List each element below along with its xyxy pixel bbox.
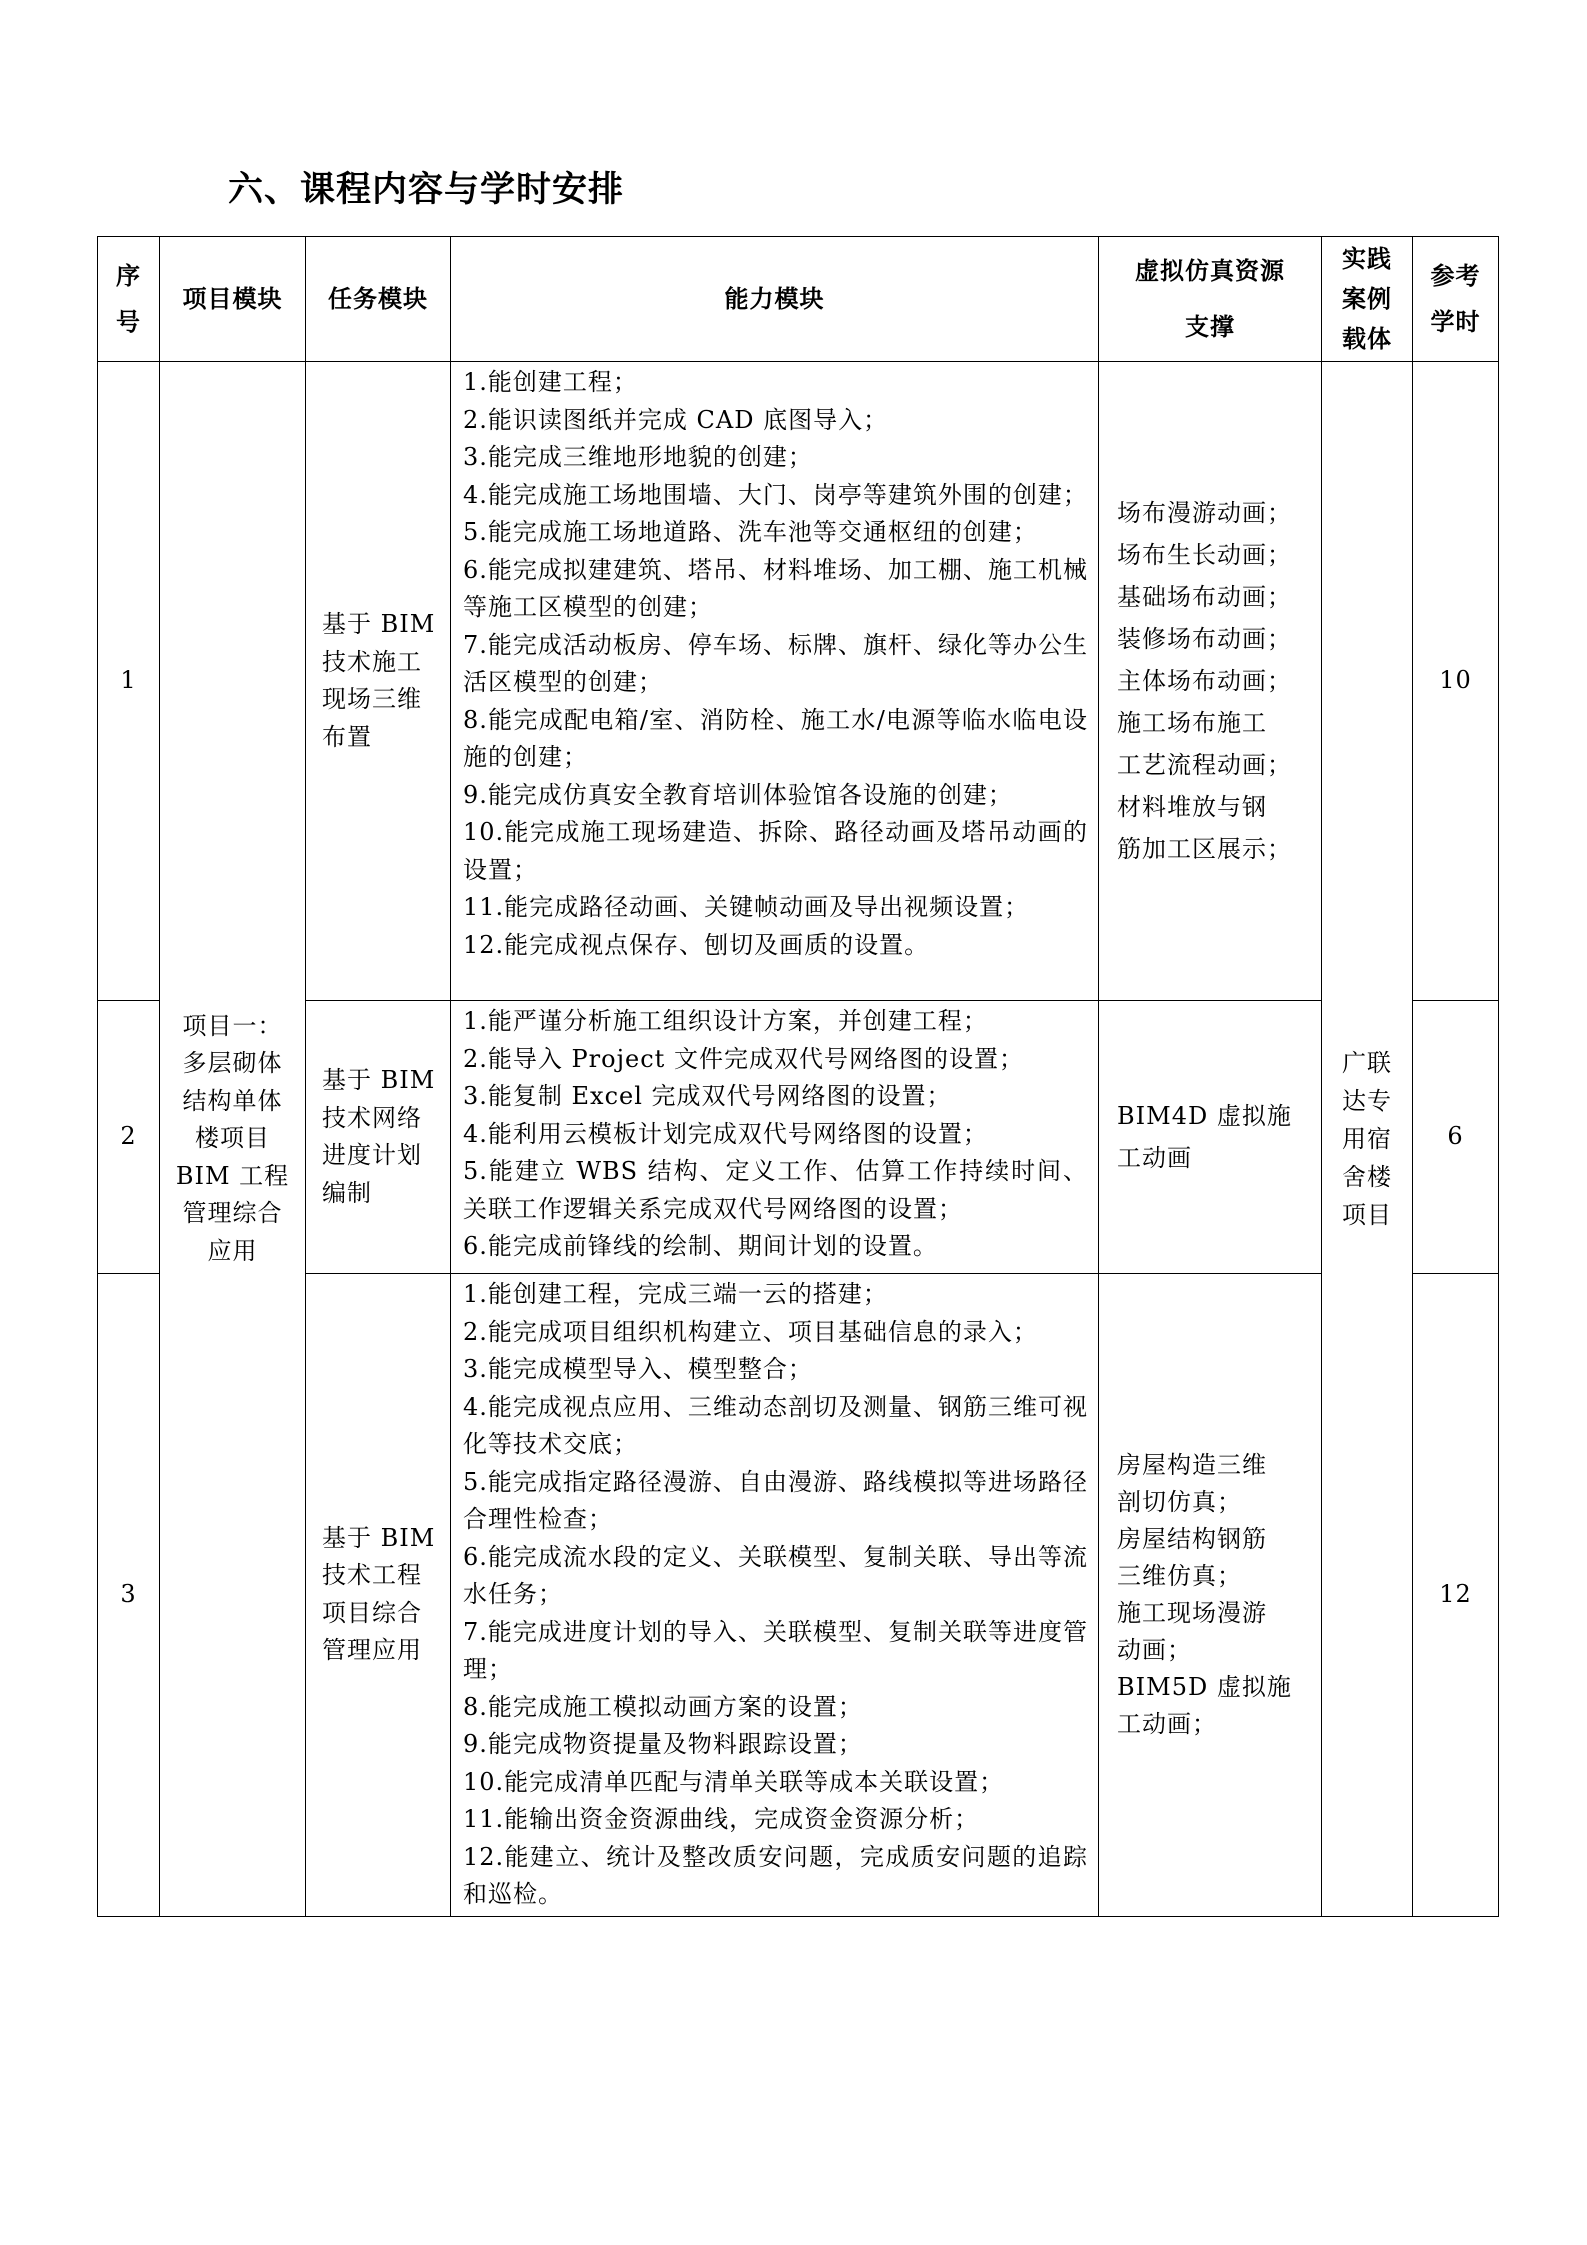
list-item: 12.能完成视点保存、刨切及画质的设置。 (463, 930, 930, 959)
list-item: 2.能识读图纸并完成 CAD 底图导入； (463, 405, 889, 434)
project-module-cell: 项目一： 多层砌体 结构单体 楼项目 BIM 工程 管理综合 应用 (160, 362, 306, 1917)
list-item: 3.能完成模型导入、模型整合； (463, 1355, 813, 1383)
row-hours: 12 (1413, 1274, 1499, 1917)
list-item: 6.能完成流水段的定义、关联模型、复制关联、导出等流水任务； (463, 1542, 1088, 1608)
list-item: 8.能完成施工模拟动画方案的设置； (463, 1692, 863, 1721)
list-item: 11.能完成路径动画、关键帧动画及导出视频设置； (463, 893, 1030, 921)
table-header-row (98, 237, 1499, 362)
list-item: 1.能严谨分析施工组织设计方案，并创建工程； (463, 1007, 988, 1035)
list-item: 12.能建立、统计及整改质安问题，完成质安问题的追踪和巡检。 (463, 1842, 1088, 1908)
ability-list (451, 1001, 1099, 1274)
header-virtual-resources: 虚拟仿真资源 支撑 (1099, 237, 1322, 362)
row-seq: 2 (98, 1001, 160, 1274)
list-item: 4.能利用云模板计划完成双代号网络图的设置； (463, 1119, 988, 1148)
row-seq: 3 (98, 1274, 160, 1917)
list-item: 1.能创建工程； (463, 368, 638, 396)
list-item: 11.能输出资金资源曲线，完成资金资源分析； (463, 1805, 980, 1833)
list-item: 3.能完成三维地形地貌的创建； (463, 443, 813, 471)
list-item: 2.能导入 Project 文件完成双代号网络图的设置； (463, 1044, 1024, 1073)
virtual-resources-cell: 场布漫游动画； 场布生长动画； 基础场布动画； 装修场布动画； 主体场布动画； 施工场布施工 工艺流程动画； 材料堆放与钢 筋加工区展示； (1099, 362, 1322, 1001)
header-project-module: 项目模块 (160, 237, 306, 362)
table-row (98, 1001, 1499, 1274)
virtual-resources-cell: BIM4D 虚拟施 工动画 (1099, 1001, 1322, 1274)
table-row (98, 1274, 1499, 1917)
list-item: 7.能完成进度计划的导入、关联模型、复制关联等进度管理； (463, 1617, 1088, 1683)
virtual-resources-cell: 房屋构造三维 剖切仿真； 房屋结构钢筋 三维仿真； 施工现场漫游 动画； BIM5D 虚拟施 工动画； (1099, 1274, 1322, 1917)
header-case-carrier: 实践 案例 载体 (1322, 237, 1413, 362)
list-item: 10.能完成施工现场建造、拆除、路径动画及塔吊动画的设置； (463, 818, 1088, 884)
case-carrier-cell: 广联 达专 用宿 舍楼 项目 (1322, 362, 1413, 1917)
header-ability-module: 能力模块 (451, 237, 1099, 362)
course-table (97, 236, 1499, 1917)
list-item: 6.能完成前锋线的绘制、期间计划的设置。 (463, 1232, 938, 1260)
list-item: 2.能完成项目组织机构建立、项目基础信息的录入； (463, 1317, 1038, 1346)
list-item: 5.能完成指定路径漫游、自由漫游、路线模拟等进场路径合理性检查； (463, 1467, 1088, 1533)
list-item: 9.能完成仿真安全教育培训体验馆各设施的创建； (463, 780, 1013, 809)
list-item: 4.能完成施工场地围墙、大门、岗亭等建筑外围的创建； (463, 480, 1088, 509)
row-seq: 1 (98, 362, 160, 1001)
list-item: 1.能创建工程，完成三端一云的搭建； (463, 1280, 888, 1308)
list-item: 3.能复制 Excel 完成双代号网络图的设置； (463, 1082, 952, 1110)
task-module-cell: 基于 BIM 技术网络 进度计划 编制 (306, 1001, 451, 1274)
list-item: 7.能完成活动板房、停车场、标牌、旗杆、绿化等办公生活区模型的创建； (463, 630, 1088, 696)
list-item: 4.能完成视点应用、三维动态剖切及测量、钢筋三维可视化等技术交底； (463, 1392, 1088, 1458)
list-item: 5.能完成施工场地道路、洗车池等交通枢纽的创建； (463, 518, 1038, 546)
list-item: 5.能建立 WBS 结构、定义工作、估算工作持续时间、关联工作逻辑关系完成双代号网络图的设置； (463, 1157, 1088, 1223)
row-hours: 10 (1413, 362, 1499, 1001)
table-row (98, 362, 1499, 1001)
ability-list (451, 1274, 1099, 1917)
ability-list (451, 362, 1099, 1001)
task-module-cell: 基于 BIM 技术施工 现场三维 布置 (306, 362, 451, 1001)
header-reference-hours: 参考 学时 (1413, 237, 1499, 362)
section-title: 六、课程内容与学时安排 (228, 170, 625, 210)
task-module-cell: 基于 BIM 技术工程 项目综合 管理应用 (306, 1274, 451, 1917)
list-item: 10.能完成清单匹配与清单关联等成本关联设置； (463, 1767, 1005, 1796)
row-hours: 6 (1413, 1001, 1499, 1274)
list-item: 6.能完成拟建建筑、塔吊、材料堆场、加工棚、施工机械等施工区模型的创建； (463, 555, 1088, 621)
header-seq: 序 号 (98, 237, 160, 362)
list-item: 9.能完成物资提量及物料跟踪设置； (463, 1730, 863, 1758)
list-item: 8.能完成配电箱/室、消防栓、施工水/电源等临水临电设施的创建； (463, 705, 1088, 771)
header-task-module: 任务模块 (306, 237, 451, 362)
